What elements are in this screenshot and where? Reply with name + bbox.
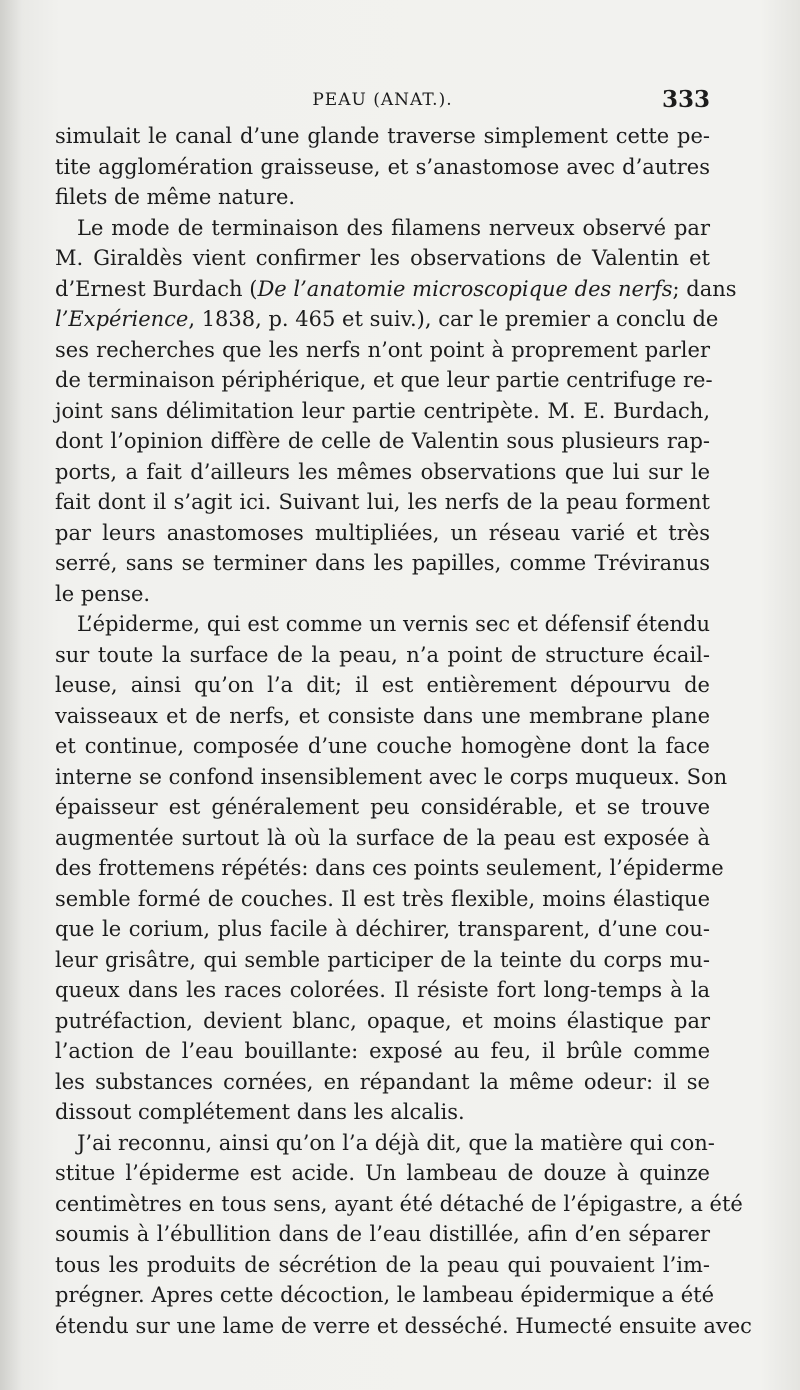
text-line: vaisseaux et de nerfs, et consiste dans une membrane plane xyxy=(55,703,710,728)
text-line: ses recherches que les nerfs n’ont point à proprement parler xyxy=(55,337,710,362)
text-line: que le corium, plus facile à déchirer, transparent, d’une cou- xyxy=(55,917,710,941)
text-line: putréfaction, devient blanc, opaque, et moins élastique par xyxy=(55,1008,710,1033)
text-line: soumis à l’ébullition dans de l’eau distillée, afin d’en séparer xyxy=(55,1222,710,1246)
text-line: Le mode de terminaison des filamens nerveux observé par xyxy=(77,215,710,240)
italic-title: De l’anatomie microscopique des nerfs xyxy=(257,276,673,301)
text-line: augmentée surtout là où la surface de la peau est exposée à xyxy=(55,825,710,850)
text-line: l’action de l’eau bouillante: exposé au feu, il brûle comme xyxy=(55,1039,710,1063)
text-line: par leurs anastomoses multipliées, un réseau varié et très xyxy=(55,520,710,545)
text-line: d’Ernest Burdach (De l’anatomie microscopique des nerfs; dans xyxy=(55,276,737,301)
running-head: PEAU (ANAT.). xyxy=(312,90,453,110)
text-line: fait dont il s’agit ici. Suivant lui, les nerfs de la peau forment xyxy=(55,490,710,514)
text-line: centimètres en tous sens, ayant été détaché de l’épigastre, a été xyxy=(55,1191,743,1216)
text-line: étendu sur une lame de verre et desséché. Humecté ensuite avec xyxy=(55,1313,752,1338)
text-line: l’Expérience, 1838, p. 465 et suiv.), car le premier a conclu de xyxy=(55,307,719,331)
text-line: leur grisâtre, qui semble participer de la teinte du corps mu- xyxy=(55,947,710,972)
text-line: tous les produits de sécrétion de la peau qui pouvaient l’im- xyxy=(55,1252,710,1277)
text-line: dissout complétement dans les alcalis. xyxy=(55,1100,465,1124)
body-text xyxy=(55,121,752,1341)
text-line: J’ai reconnu, ainsi qu’on l’a déjà dit, que la matière qui con- xyxy=(77,1130,715,1155)
text-line: sur toute la surface de la peau, n’a point de structure écail- xyxy=(55,642,710,667)
text-line: M. Giraldès vient confirmer les observations de Valentin et xyxy=(55,246,710,270)
text-line: épaisseur est généralement peu considérable, et se trouve xyxy=(55,795,710,819)
text-line: interne se confond insensiblement avec le corps muqueux. Son xyxy=(55,764,728,789)
text-line: des frottemens répétés: dans ces points seulement, l’épiderme xyxy=(55,856,724,880)
text-line: dont l’opinion diffère de celle de Valentin sous plusieurs rap- xyxy=(55,429,710,453)
text-line: queux dans les races colorées. Il résiste fort long-temps à la xyxy=(55,978,710,1002)
text-line: filets de même nature. xyxy=(55,185,296,209)
text-line: leuse, ainsi qu’on l’a dit; il est entièrement dépourvu de xyxy=(55,673,710,697)
text-line: tite agglomération graisseuse, et s’anastomose avec d’autres xyxy=(55,154,710,179)
text-line: semble formé de couches. Il est très flexible, moins élastique xyxy=(55,886,710,911)
text-line: L’épiderme, qui est comme un vernis sec et défensif étendu xyxy=(77,612,710,636)
text-line: joint sans délimitation leur partie centripète. M. E. Burdach, xyxy=(55,398,710,423)
text-line: et continue, composée d’une couche homogène dont la face xyxy=(55,734,710,758)
text-line: stitue l’épiderme est acide. Un lambeau de douze à quinze xyxy=(55,1161,710,1185)
text-line: simulait le canal d’une glande traverse simplement cette pe- xyxy=(55,124,710,148)
text-line: serré, sans se terminer dans les papilles, comme Tréviranus xyxy=(55,551,710,575)
text-line: de terminaison périphérique, et que leur partie centrifuge re- xyxy=(55,368,713,392)
page-number: 333 xyxy=(661,86,710,113)
text-line: ports, a fait d’ailleurs les mêmes observations que lui sur le xyxy=(55,459,710,484)
page-header xyxy=(55,86,710,116)
text-line: le pense. xyxy=(55,581,151,606)
italic-title: l’Expérience xyxy=(55,307,189,331)
text-line: les substances cornées, en répandant la même odeur: il se xyxy=(55,1069,710,1094)
text-line: prégner. Apres cette décoction, le lambeau épidermique a été xyxy=(55,1283,715,1307)
